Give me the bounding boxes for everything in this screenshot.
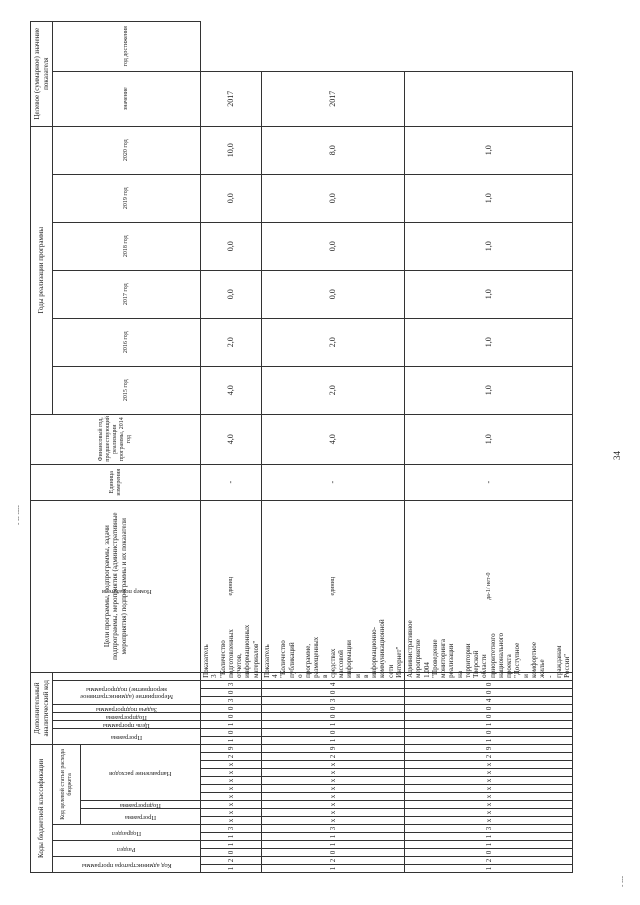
- a-program-header: Программа: [53, 728, 201, 744]
- year-2015-header: 2015 год: [53, 366, 201, 414]
- activity-description: Административное мероприятие 1.004 "Проведение мониторинга реализации на территории Тверской области приоритетного национального проекта "Доступное и комфортное жилье - гражданам России": [405, 672, 573, 680]
- years-group-header: Годы реализации программы: [31, 126, 53, 414]
- indicator-description: Показатель 3 "Количество подготовленных отчетов, информационных материалов": [201, 672, 262, 680]
- indicator-description: Показатель 4 "Количество публикаций о программе, размещенных в средствах массовой информации и в информационно-коммуникационной сети Интернет": [261, 672, 404, 680]
- table-row: 1 2 0 1 1 3 x x x x x x x x 2 9 1 0 1 0 0 4 0 0 Административное мероприятие 1.004 "Проведение мониторинга реализации на территории Тверской области приоритетного национального проекта "Доступное и комфортное жилье - гражданам России" да-1/ нет-0 - 1,0 1,0 1,0 1,0 1,0 1,0 1,0: [405, 21, 573, 872]
- a-subprogram-header: Подпрограмма: [53, 712, 201, 720]
- target-value-cell: 8,0: [261, 126, 404, 174]
- target-value-cell: 1,0: [405, 126, 573, 174]
- year-achieved-header: год достижения: [53, 21, 201, 71]
- base-cell: -: [405, 464, 573, 500]
- footer-mark: - ---: [618, 875, 626, 887]
- a-task-header: Задача подпрограммы: [53, 704, 201, 712]
- target-article-header: Код целевой статьи расхода бюджета: [53, 744, 81, 824]
- year-2017-header: 2017 год: [53, 270, 201, 318]
- a-indicator-header: Номер показателя: [53, 500, 201, 680]
- subprogram-header: Подпрограмма: [81, 801, 201, 809]
- year-2016-header: 2016 год: [53, 318, 201, 366]
- base-year-header: Финансовый год, предшествующий реализации программы, 2014 год: [31, 414, 201, 464]
- header-mark-left: - -- ----: [14, 505, 22, 525]
- a-activity-header: Мероприятие (административное мероприятие) подпрограммы: [53, 680, 201, 704]
- year-2020-header: 2020 год: [53, 126, 201, 174]
- goals-header: Цели программы, подпрограммы, задачи подпрограммы, мероприятия (административные мероприятия) подпрограммы и их показатели: [31, 500, 201, 672]
- target-group-header: Целевое (суммарное) значение показателя: [31, 21, 53, 126]
- table-row: 1 2 0 1 1 3 x x x x x x x x 2 9 1 0 1 0 0 3 0 3 Показатель 3 "Количество подготовленных отчетов, информационных материалов" единиц - 4,0 4,0 2,0 0,0 0,0 0,0 10,0 2017: [201, 21, 262, 872]
- unit-header: Единица измерения: [31, 464, 201, 500]
- program-header: Программа: [81, 809, 201, 825]
- unit-cell: единиц: [261, 500, 404, 672]
- page-number: 34: [612, 451, 622, 460]
- a-goal-header: Цель программы: [53, 720, 201, 728]
- year-2018-header: 2018 год: [53, 222, 201, 270]
- budget-codes-header: Коды бюджетной классификации: [31, 744, 53, 872]
- table-row: 1 2 0 1 1 3 x x x x x x x x 2 9 1 0 1 0 0 3 0 4 Показатель 4 "Количество публикаций о программе, размещенных в средствах массовой информации и в информационно-коммуникационной сети Интернет" единиц - 4,0 2,0 2,0 0,0 0,0 0,0 8,0 2017: [261, 21, 404, 872]
- indicators-table: [30, 21, 573, 873]
- value-header: значение: [53, 71, 201, 126]
- unit-cell: да-1/ нет-0: [405, 500, 573, 672]
- expense-direction-header: Направление расходов: [81, 744, 201, 800]
- target-year-cell: [405, 71, 573, 126]
- target-value-cell: 10,0: [201, 126, 262, 174]
- target-year-cell: 2017: [201, 71, 262, 126]
- admin-code-header: Код администратора программы: [53, 857, 201, 873]
- unit-cell: единиц: [201, 500, 262, 672]
- section-header: Раздел: [53, 841, 201, 857]
- subsection-header: Подраздел: [53, 825, 201, 841]
- base-cell: -: [261, 464, 404, 500]
- header-row-1: [31, 21, 53, 872]
- target-year-cell: 2017: [261, 71, 404, 126]
- base-cell: -: [201, 464, 262, 500]
- additional-code-header: Дополнительный аналитический код: [31, 672, 53, 744]
- year-2019-header: 2019 год: [53, 174, 201, 222]
